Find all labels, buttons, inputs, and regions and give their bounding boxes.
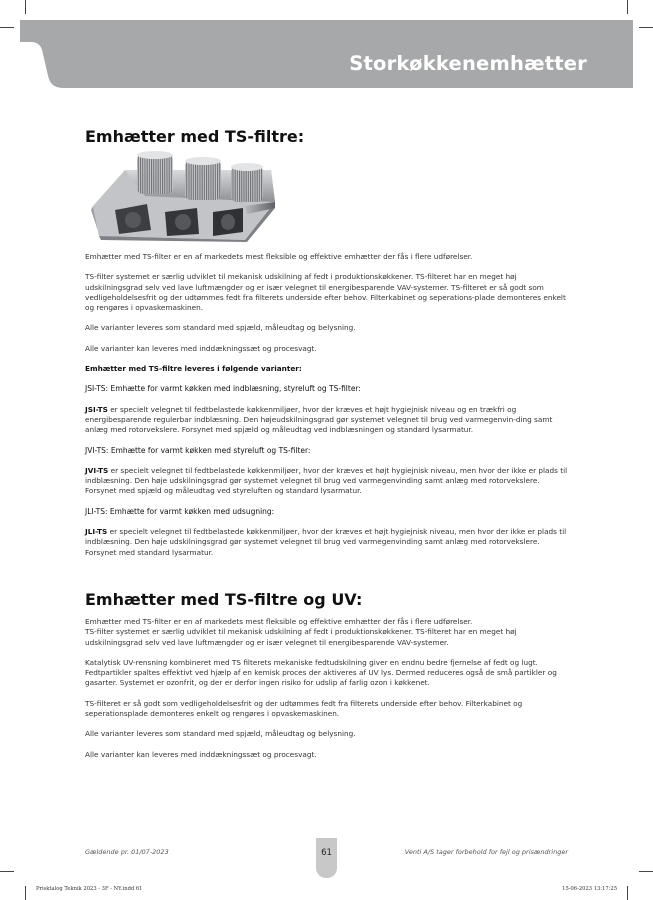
section-2 xyxy=(85,590,570,760)
product-photo xyxy=(85,146,278,242)
paragraph: Emhætter med TS-filter er en af markedets mest fleksible og effektive emhætter der fås i flere udførelser. TS-filter systemet er særlig udviklet til mekanisk udskilning af fedt i produktionskøkkener. TS-filteret har en meget høj udskilningsgrad selv ved lave luftmængder og er især velegnet til energibesparende VAV-systemer. xyxy=(85,617,517,647)
variant-text: er specielt velegnet til fedtbelastede køkkenmiljøer, hvor der kræves et højt hygiejnisk niveau, men hvor der ikke er plads til indblæsning. Den høje udskilningsgrad gør systemet velegnet til brug ved varmegenvinding samt anlæg med rotorvekslere. Forsynet med spjæld og måleudtag ved styreluften og standard lysarmatur. xyxy=(85,465,568,496)
section-heading-1-wrap xyxy=(85,127,570,146)
page-number-tab xyxy=(316,838,337,878)
variant-code: JSI-TS xyxy=(85,404,108,414)
paragraph: Alle varianter leveres som standard med spjæld, måleudtag og belysning. xyxy=(85,323,356,333)
footer-validity: Gældende pr. 01/07-2023 xyxy=(85,848,169,856)
variant-description xyxy=(85,405,570,436)
crop-mark xyxy=(627,886,628,900)
variant-title: JLI-TS: Emhætte for varmt køkken med udsugning: xyxy=(85,506,275,516)
section-1-body xyxy=(85,252,570,558)
variant-code: JVI-TS xyxy=(85,465,109,475)
variant-description xyxy=(85,466,570,497)
crop-mark xyxy=(0,27,14,28)
page-number: 61 xyxy=(321,848,332,858)
section-heading: Emhætter med TS-filtre og UV: xyxy=(85,590,363,609)
variant-text: er specielt velegnet til fedtbelastede køkkenmiljøer, hvor der kræves et højt hygiejnisk niveau, men hvor der ikke er plads til indblæsning. Den høje udskilningsgrad gør systemet velegnet til brug ved varmegenvinding samt anlæg med rotorvekslere. Forsynet med standard lysarmatur. xyxy=(85,527,567,557)
crop-mark xyxy=(627,0,628,14)
crop-mark xyxy=(639,871,653,872)
page-title: Storkøkkenemhætter xyxy=(349,52,587,75)
variant-title: JVI-TS: Emhætte for varmt køkken med styreluft og TS-filter: xyxy=(85,445,311,455)
footer-disclaimer: Venti A/S tager forbehold for fejl og prisændringer xyxy=(404,848,568,856)
paragraph: Alle varianter kan leveres med inddækningssæt og procesvagt. xyxy=(85,343,317,353)
crop-mark xyxy=(25,0,26,14)
paragraph: Emhætter med TS-filter er en af markedets mest fleksible og effektive emhætter der fås i flere udførelser. xyxy=(85,252,473,261)
paragraph: Alle varianter leveres som standard med spjæld, måleudtag og belysning. xyxy=(85,729,356,739)
crop-mark xyxy=(0,871,14,872)
crop-mark xyxy=(25,886,26,900)
variant-description xyxy=(85,527,570,558)
paragraph: TS-filteret er så godt som vedligeholdelsesfrit og der udtømmes fedt fra filterets underside efter behov. Filterkabinet og seperationsplade demonteres enkelt og rengøres i opvaskemaskinen. xyxy=(85,698,523,719)
print-slug-file: Prisktalog Teknik 2023 - 3F - NY.indd 61 xyxy=(36,886,143,892)
variant-text: er specielt velegnet til fedtbelastede køkkenmiljøer, hvor der kræves et højt hygiejnisk niveau og en trækfri og energibesparende regulerbar indblæsning. Den højeudskilningsgrad gør systemet velegnet til brug ved varmegenvin-ding samt anlæg med rotorvekslere. Forsynet med spjæld og måleudtag ved indblæsningen og standard lysarmatur. xyxy=(85,404,553,435)
print-slug-date: 15-06-2023 13:17:25 xyxy=(562,886,617,892)
crop-mark xyxy=(639,27,653,28)
paragraph: TS-filter systemet er særlig udviklet til mekanisk udskilning af fedt i produktionskøkkener. TS-filteret har en meget høj udskilningsgrad selv ved lave luftmængder og er især velegnet til energibesparende VAV-systemer. TS-filteret er så godt som vedligeholdelsesfrit og der udtømmes fedt fra filterets underside efter behov. Filterkabinet og seperations-plade demonteres enkelt og rengøres i opvaskemaskinen. xyxy=(85,272,566,313)
section-heading: Emhætter med TS-filtre: xyxy=(85,127,305,146)
variant-title: JSI-TS: Emhætte for varmt køkken med indblæsning, styreluft og TS-filter: xyxy=(85,384,361,394)
variant-code: JLI-TS xyxy=(85,527,108,537)
paragraph: Katalytisk UV-rensning kombineret med TS filterets mekaniske fedtudskilning giver en endnu bedre fjernelse af fedt og lugt. Fedtpartikler spaltes effektivt ved hjælp af en kemisk proces der aktiveres af UV lys. Dermed reduceres også de små partikler og gasarter. Systemet er ozonfrit, og der er derfor ingen risiko for udslip af farlig ozon i køkkenet. xyxy=(85,657,557,688)
variants-heading: Emhætter med TS-filtre leveres i følgende varianter: xyxy=(85,364,302,374)
paragraph: Alle varianter kan leveres med inddækningssæt og procesvagt. xyxy=(85,749,317,759)
